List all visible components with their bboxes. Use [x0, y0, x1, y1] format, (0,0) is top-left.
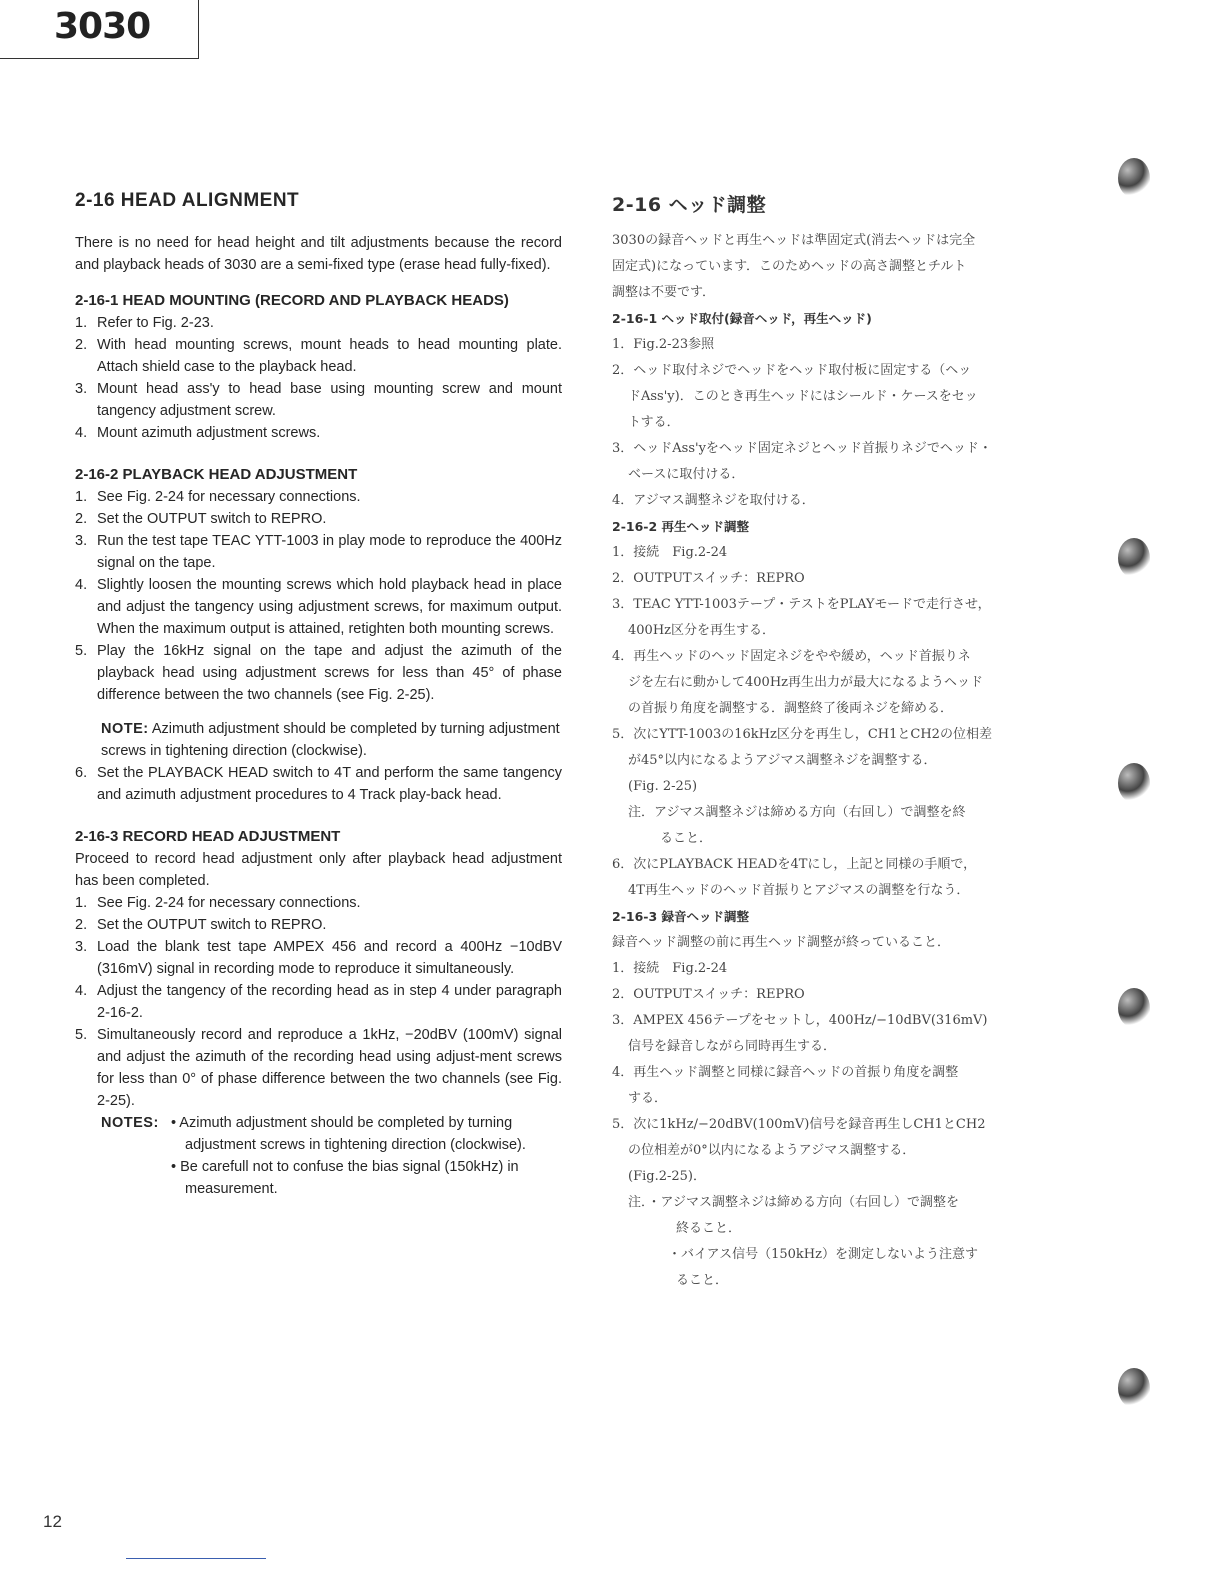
- binder-hole-icon: [1118, 988, 1150, 1028]
- intro-line-jp: 調整は不要です．: [612, 285, 715, 300]
- record-notes: [101, 1112, 562, 1200]
- text-line-jp: 2．ヘッド取付ネジでヘッドをヘッド取付板に固定する（ヘッ: [612, 363, 972, 378]
- list-item: 5. Simultaneously record and reproduce a 1kHz, −20dBV (100mV) signal and adjust the azimuth of the recording head using adjust-ment screws for less than 0° of phase difference between the two channels (see Fig. 2-25).: [75, 1027, 562, 1109]
- text-line-jp: 5．次にYTT-1003の16kHz区分を再生し，CH1とCH2の位相差: [612, 727, 992, 742]
- list-item: 2. Set the OUTPUT switch to REPRO.: [75, 511, 327, 527]
- note-item: • Azimuth adjustment should be completed by turning adjustment screws in tightening direction (clockwise).: [171, 1115, 526, 1153]
- japanese-column: [612, 192, 1082, 1294]
- text-line-jp: 注．アジマス調整ネジは締める方向（右回し）で調整を終: [628, 805, 966, 820]
- list-item: 4. Mount azimuth adjustment screws.: [75, 425, 321, 441]
- text-line-jp: 2．OUTPUTスイッチ：REPRO: [612, 571, 805, 586]
- list-item: 5. Play the 16kHz signal on the tape and adjust the azimuth of the playback head using adjustment screws for less than 45° of phase difference between the two channels (see Fig. 2-25).: [75, 643, 562, 703]
- record-head-steps: [75, 892, 562, 1112]
- subsection-title-jp: 2-16-1 ヘッド取付(録音ヘッド，再生ヘッド): [612, 311, 872, 326]
- playback-head-steps-cont: [75, 762, 562, 806]
- text-line-jp: 3．AMPEX 456テープをセットし，400Hz/−10dBV(316mV): [612, 1013, 988, 1028]
- binder-hole-icon: [1118, 1368, 1150, 1408]
- subsection-title-playback-head: 2-16-2 PLAYBACK HEAD ADJUSTMENT: [75, 466, 358, 483]
- text-line-jp: 6．次にPLAYBACK HEADを4Tにし，上記と同様の手順で，: [612, 857, 977, 872]
- model-number: 3030: [54, 6, 151, 47]
- list-item: 2. With head mounting screws, mount heads to head mounting plate. Attach shield case to the playback head.: [75, 337, 562, 375]
- text-line-jp: 3．TEAC YTT-1003テープ・テストをPLAYモードで走行させ，: [612, 597, 991, 612]
- text-line-jp: 信号を録音しながら同時再生する．: [628, 1039, 837, 1054]
- head-mounting-steps: [75, 312, 562, 444]
- text-line-jp: 録音ヘッド調整の前に再生ヘッド調整が終っていること．: [612, 935, 951, 950]
- subsection-title-head-mounting: 2-16-1 HEAD MOUNTING (RECORD AND PLAYBACK HEADS): [75, 292, 509, 309]
- list-item: 2. Set the OUTPUT switch to REPRO.: [75, 917, 327, 933]
- list-item: 3. Run the test tape TEAC YTT-1003 in play mode to reproduce the 400Hz signal on the tape.: [75, 533, 562, 571]
- text-line-jp: トする．: [628, 415, 680, 430]
- note-text: Azimuth adjustment should be completed by turning adjustment screws in tightening direction (clockwise).: [101, 721, 560, 759]
- text-line-jp: 5．次に1kHz/−20dBV(100mV)信号を録音再生しCH1とCH2: [612, 1117, 986, 1132]
- text-line-jp: する．: [628, 1091, 668, 1106]
- list-item: 3. Mount head ass'y to head base using mounting screw and mount tangency adjustment screw.: [75, 381, 562, 419]
- note-item: • Be carefull not to confuse the bias signal (150kHz) in measurement.: [171, 1159, 519, 1197]
- binder-hole-icon: [1118, 538, 1150, 578]
- text-line-jp: 終ること．: [676, 1221, 742, 1236]
- list-item: 1. See Fig. 2-24 for necessary connections.: [75, 489, 361, 505]
- text-line-jp: 400Hz区分を再生する．: [628, 623, 775, 638]
- text-line-jp: ・バイアス信号（150kHz）を測定しないよう注意す: [668, 1247, 978, 1262]
- footer-rule: [126, 1558, 266, 1559]
- text-line-jp: の首振り角度を調整する．調整終了後両ネジを締める．: [628, 701, 954, 716]
- text-line-jp: ジを左右に動かして400Hz再生出力が最大になるようヘッド: [628, 675, 983, 690]
- subsection-title-record-head: 2-16-3 RECORD HEAD ADJUSTMENT: [75, 828, 341, 845]
- text-line-jp: 1．Fig.2-23参照: [612, 337, 715, 352]
- section-title: 2-16 HEAD ALIGNMENT: [75, 190, 300, 211]
- list-item: 1. See Fig. 2-24 for necessary connections.: [75, 895, 361, 911]
- text-line-jp: ること．: [676, 1273, 729, 1288]
- notes-label: NOTES:: [101, 1115, 159, 1131]
- list-item: 4. Slightly loosen the mounting screws which hold playback head in place and adjust the tangency using adjustment screws, for maximum output. When the maximum output is attained, retighten both mounting screws.: [75, 577, 562, 637]
- intro-line-jp: 3030の録音ヘッドと再生ヘッドは準固定式(消去ヘッドは完全: [612, 233, 976, 248]
- text-line-jp: 注．・アジマス調整ネジは締める方向（右回し）で調整を: [628, 1195, 959, 1210]
- text-line-jp: 2．OUTPUTスイッチ：REPRO: [612, 987, 805, 1002]
- text-line-jp: 1．接続 Fig.2-24: [612, 961, 728, 976]
- text-line-jp: 4．アジマス調整ネジを取付ける．: [612, 493, 815, 508]
- text-line-jp: 1．接続 Fig.2-24: [612, 545, 728, 560]
- text-line-jp: ベースに取付ける．: [628, 467, 745, 482]
- subsection-title-jp: 2-16-3 録音ヘッド調整: [612, 909, 750, 924]
- section-intro: There is no need for head height and tilt adjustments because the record and playback heads of 3030 are a semi-fixed type (erase head fully-fixed).: [75, 235, 562, 273]
- section-title-jp: 2-16 ヘッド調整: [612, 194, 767, 216]
- text-line-jp: 4．再生ヘッド調整と同様に録音ヘッドの首振り角度を調整: [612, 1065, 959, 1080]
- list-item: 4. Adjust the tangency of the recording head as in step 4 under paragraph 2-16-2.: [75, 983, 562, 1021]
- english-column: [75, 190, 562, 1200]
- text-line-jp: (Fig. 2-25): [628, 779, 698, 794]
- list-item: 1. Refer to Fig. 2-23.: [75, 315, 214, 331]
- playback-note: [101, 718, 562, 762]
- text-line-jp: (Fig.2-25)．: [628, 1169, 706, 1184]
- text-line-jp: 4T再生ヘッドのヘッド首振りとアジマスの調整を行なう．: [628, 883, 970, 898]
- subsection-title-jp: 2-16-2 再生ヘッド調整: [612, 519, 750, 534]
- text-line-jp: が45°以内になるようアジマス調整ネジを調整する．: [628, 753, 937, 768]
- page-number: 12: [43, 1512, 62, 1531]
- intro-line-jp: 固定式)になっています．このためヘッドの高さ調整とチルト: [612, 259, 967, 274]
- list-item: 3. Load the blank test tape AMPEX 456 and record a 400Hz −10dBV (316mV) signal in recording mode to reproduce it simultaneously.: [75, 939, 562, 977]
- text-line-jp: の位相差が0°以内になるようアジマス調整する．: [628, 1143, 916, 1158]
- text-line-jp: 3．ヘッドAss'yをヘッド固定ネジとヘッド首振りネジでヘッド・: [612, 441, 992, 456]
- record-head-intro: Proceed to record head adjustment only after playback head adjustment has been completed.: [75, 851, 562, 889]
- note-label: NOTE:: [101, 721, 149, 737]
- text-line-jp: 4．再生ヘッドのヘッド固定ネジをやや緩め，ヘッド首振りネ: [612, 649, 971, 664]
- text-line-jp: ること．: [660, 831, 713, 846]
- binder-hole-icon: [1118, 158, 1150, 198]
- text-line-jp: ドAss'y)．このとき再生ヘッドにはシールド・ケースをセッ: [628, 389, 978, 404]
- binder-hole-icon: [1118, 763, 1150, 803]
- list-item: 6. Set the PLAYBACK HEAD switch to 4T and perform the same tangency and azimuth adjustment procedures to 4 Track play-back head.: [75, 765, 562, 803]
- playback-head-steps: [75, 486, 562, 706]
